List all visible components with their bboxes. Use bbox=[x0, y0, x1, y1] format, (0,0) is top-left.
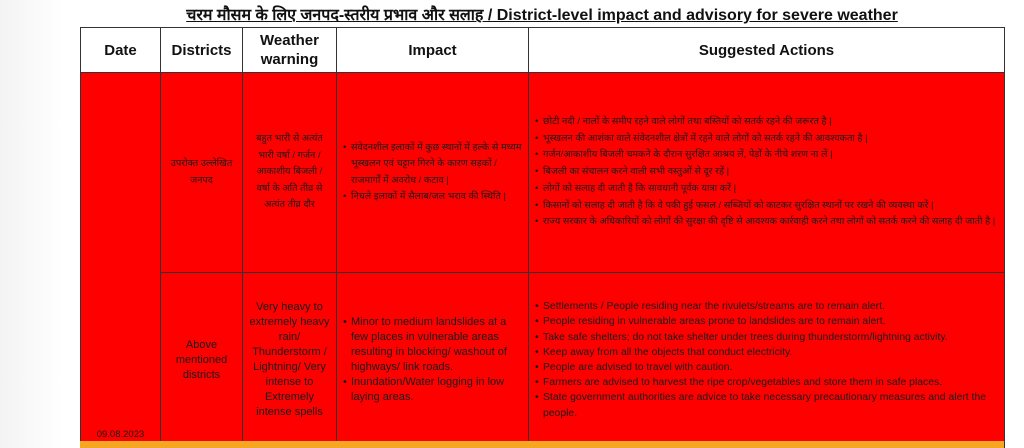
impact-item: • Minor to medium landslides at a few places in vulnerable areas resulting in blocking/ washout of highways/ link roads. bbox=[343, 315, 522, 375]
impact-item: • संवेदनशील इलाकों में कुछ स्थानों में हल्के से मध्यम भूस्खलन एवं चट्टान गिरने के कारण सड़कों / राजमार्गों में अवरोध / कटाव | bbox=[343, 140, 522, 190]
advisory-table bbox=[80, 27, 1005, 448]
page-margin bbox=[0, 0, 62, 448]
header-districts: Districts bbox=[161, 28, 243, 73]
header-date: Date bbox=[81, 28, 161, 73]
action-item: • भूस्खलन की आशंका वाले संवेदनशील क्षेत्रों में रहने वाले लोगों को सतर्क रहने की आवश्यकता है | bbox=[535, 131, 998, 148]
header-suggested-actions: Suggested Actions bbox=[529, 28, 1005, 73]
districts-cell-hindi: उपरोक्त उल्लेखित जनपद bbox=[161, 73, 243, 273]
table-row-hindi bbox=[81, 73, 1005, 273]
districts-cell-english: Above mentioned districts bbox=[161, 273, 243, 448]
impact-item: • निचले इलाकों में सैलाब/जल भराव की स्थिति | bbox=[343, 189, 522, 206]
warning-cell-hindi: बहुत भारी से अत्यंत भारी वर्षा / गर्जन / आकाशीय बिजली / वर्षा के अति तीव्र से अत्यंत तीव्र दौर bbox=[243, 73, 337, 273]
action-item: • छोटी नदी / नालों के समीप रहने वाले लोगों तथा बस्तियों को सतर्क रहने की जरूरत है | bbox=[535, 114, 998, 131]
action-item: • People residing in vulnerable areas prone to landslides are to remain alert. bbox=[535, 314, 998, 329]
header-weather-warning: Weather warning bbox=[243, 28, 337, 73]
action-item: • बिजली का संचालन करने वाली सभी वस्तुओं से दूर रहें | bbox=[535, 164, 998, 181]
actions-cell-hindi bbox=[529, 73, 1005, 273]
action-item: • किसानों को सलाह दी जाती है कि वे पकी हुई फसल / सब्जियों को काटकर सुरक्षित स्थानों पर रखने की व्यवस्था करें | bbox=[535, 198, 998, 215]
action-item: • Settlements / People residing near the rivulets/streams are to remain alert. bbox=[535, 299, 998, 314]
warning-cell-english: Very heavy to extremely heavy rain/ Thunderstorm / Lightning/ Very intense to Extremely intense spells bbox=[243, 273, 337, 448]
action-item: • Take safe shelters; do not take shelter under trees during thunderstorm/lightning activity. bbox=[535, 330, 998, 345]
date-cell: 09.08.2023 bbox=[81, 73, 161, 448]
action-item: • गर्जन/आकाशीय बिजली चमकने के दौरान सुरक्षित आश्रय लें, पेड़ों के नीचे शरण ना लें | bbox=[535, 147, 998, 164]
header-row bbox=[81, 28, 1005, 73]
action-item: • राज्य सरकार के अधिकारियों को लोगों की सुरक्षा की दृष्टि से आवश्यक कार्रवाही करने तथा लोगों को सतर्क करने की सलाह दी जाती है | bbox=[535, 214, 998, 231]
impact-cell-hindi bbox=[337, 73, 529, 273]
page-title: चरम मौसम के लिए जनपद-स्तरीय प्रभाव और सलाह / District-level impact and advisory for severe weather bbox=[186, 7, 898, 24]
table-row-english bbox=[81, 273, 1005, 448]
action-item: • लोगों को सलाह दी जाती है कि सावधानी पूर्वक यात्रा करें | bbox=[535, 181, 998, 198]
action-item: • Keep away from all the objects that conduct electricity. bbox=[535, 345, 998, 360]
header-impact: Impact bbox=[337, 28, 529, 73]
action-item: • State government authorities are advice to take necessary precautionary measures and alert the people. bbox=[535, 390, 998, 420]
impact-cell-english bbox=[337, 273, 529, 448]
next-row-strip bbox=[80, 441, 1004, 448]
actions-cell-english bbox=[529, 273, 1005, 448]
action-item: • Farmers are advised to harvest the ripe crop/vegetables and store them in safe places. bbox=[535, 375, 998, 390]
impact-item: • Inundation/Water logging in low laying areas. bbox=[343, 375, 522, 405]
action-item: • People are advised to travel with caution. bbox=[535, 360, 998, 375]
